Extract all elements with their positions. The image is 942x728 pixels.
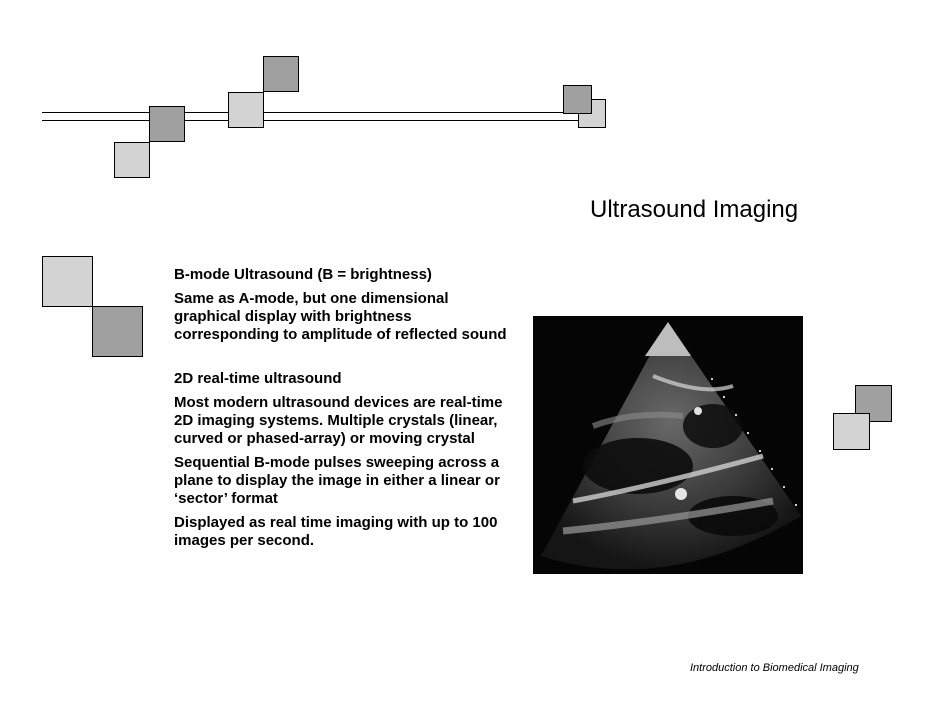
paragraph-sequential-pulses: Sequential B-mode pulses sweeping across a plane to display the image in either a linear or ‘sector’ format xyxy=(174,454,500,507)
paragraph-realtime: Displayed as real time imaging with up to 100 images per second. xyxy=(174,514,498,549)
decor-line-bottom xyxy=(42,120,592,121)
ultrasound-image xyxy=(533,316,803,574)
decor-square xyxy=(92,306,143,357)
decor-square xyxy=(228,92,264,128)
slide-footer: Introduction to Biomedical Imaging xyxy=(690,662,859,674)
paragraph-2d-description: Most modern ultrasound devices are real-time 2D imaging systems. Multiple crystals (linear, curved or phased-array) or moving crystal xyxy=(174,394,503,447)
decor-square xyxy=(42,256,93,307)
slide-title: Ultrasound Imaging xyxy=(590,196,799,223)
decor-line-top xyxy=(42,112,592,113)
decor-square xyxy=(114,142,150,178)
decor-square xyxy=(563,85,592,114)
slide-body xyxy=(174,266,514,556)
decor-square xyxy=(833,413,870,450)
paragraph-bmode-heading: B-mode Ultrasound (B = brightness) xyxy=(174,266,432,283)
paragraph-2d-heading: 2D real-time ultrasound xyxy=(174,370,342,387)
decor-square xyxy=(149,106,185,142)
decor-square xyxy=(263,56,299,92)
paragraph-bmode-description: Same as A-mode, but one dimensional graphical display with brightness corresponding to amplitude of reflected sound xyxy=(174,290,507,343)
